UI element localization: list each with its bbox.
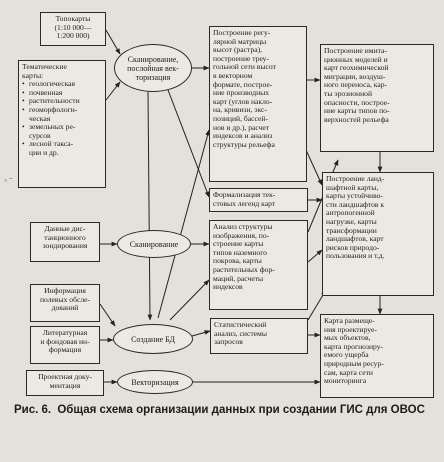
box-image-analysis: Анализ структуры изображения, по- строение карты типов наземного покрова, карты растительных фор- маций, расчеты индексов: [209, 220, 308, 310]
arrow-create-db-to-grid: [158, 130, 209, 318]
arrow-create-db-to-stats: [192, 331, 210, 336]
thematic-item: • почвенная: [22, 89, 102, 98]
box-simulation: Построение имита- ционных моделей и карт геохимической миграции, воздуш- ного переноса, кар- ты эрозионной опасности, построе- ние карты типов по- верхностей рельефа: [320, 44, 434, 152]
arrow-grid-to-landscape: [306, 150, 322, 185]
box-stats: Статистический анализ, системы запросов: [210, 318, 308, 354]
thematic-item: • геоморфологи- ческая: [22, 106, 102, 123]
oval-scan: Сканирование: [117, 230, 191, 258]
margin-mark: ₃ ~: [4, 176, 13, 183]
thematic-item: • лесной такса- ции и др.: [22, 140, 102, 157]
thematic-item: • растительности: [22, 97, 102, 106]
box-grid-matrix: Построение регу- лярной матрицы высот (растра), построение треу- гольной сети высот в векторном формате, построе- ние производных карт (углов накло- на, кривизн, экс- позиций, бассей- нов и др.), расчет индексов и анализ структуры рельефа: [209, 26, 307, 182]
arrow-scan-vector-to-create-db: [148, 92, 150, 320]
box-thematic-maps: [18, 60, 106, 188]
arrow-topomaps-to-scan-vector: [106, 30, 120, 54]
figure-caption: [14, 404, 434, 416]
arrow-scan-vector-to-legends: [168, 90, 209, 197]
arrow-create-db-to-image: [170, 280, 209, 320]
box-project-docs: Проектная доку- ментация: [26, 370, 104, 396]
arrow-thematic-to-scan-vector: [106, 82, 120, 100]
oval-create-db: Создание БД: [113, 324, 193, 354]
caption-number: Рис. 6.: [14, 404, 52, 416]
box-legends: Формализация тек- стовых легенд карт: [209, 188, 308, 212]
box-field-data: Информация полевых обсле- дований: [30, 284, 100, 322]
thematic-item: • геологическая: [22, 80, 102, 89]
thematic-title: Тематические карты:: [22, 62, 67, 80]
oval-vectorize: Векторизация: [117, 370, 193, 394]
box-topomaps: Топокарты (1:10 000— 1:200 000): [40, 12, 106, 46]
box-landscape: Построение ланд- шафтной карты, карты устойчиво- сти ландшафтов к антропогенной нагрузке, карты трансформации ландшафтов, карт рисков природо- пользования и т.д.: [322, 172, 434, 296]
box-placement: Карта размеще- ния проектируе- мых объектов, карта прогнозиру- емого ущерба природным ресур- сам, карта сети мониторинга: [320, 314, 434, 398]
box-remote-sensing: Данные дис- танционного зондирования: [30, 222, 100, 262]
box-literature: Литературная и фондовая ин- формация: [30, 326, 100, 364]
thematic-item: • земельных ре- сурсов: [22, 123, 102, 140]
arrow-field-to-create-db: [100, 304, 115, 326]
oval-scan-vectorize: Сканирование, послойная век- торизация: [114, 44, 192, 92]
arrow-image-to-landscape: [308, 250, 322, 262]
thematic-list: [22, 80, 102, 157]
caption-text: Общая схема организации данных при создании ГИС для ОВОС: [57, 404, 425, 416]
